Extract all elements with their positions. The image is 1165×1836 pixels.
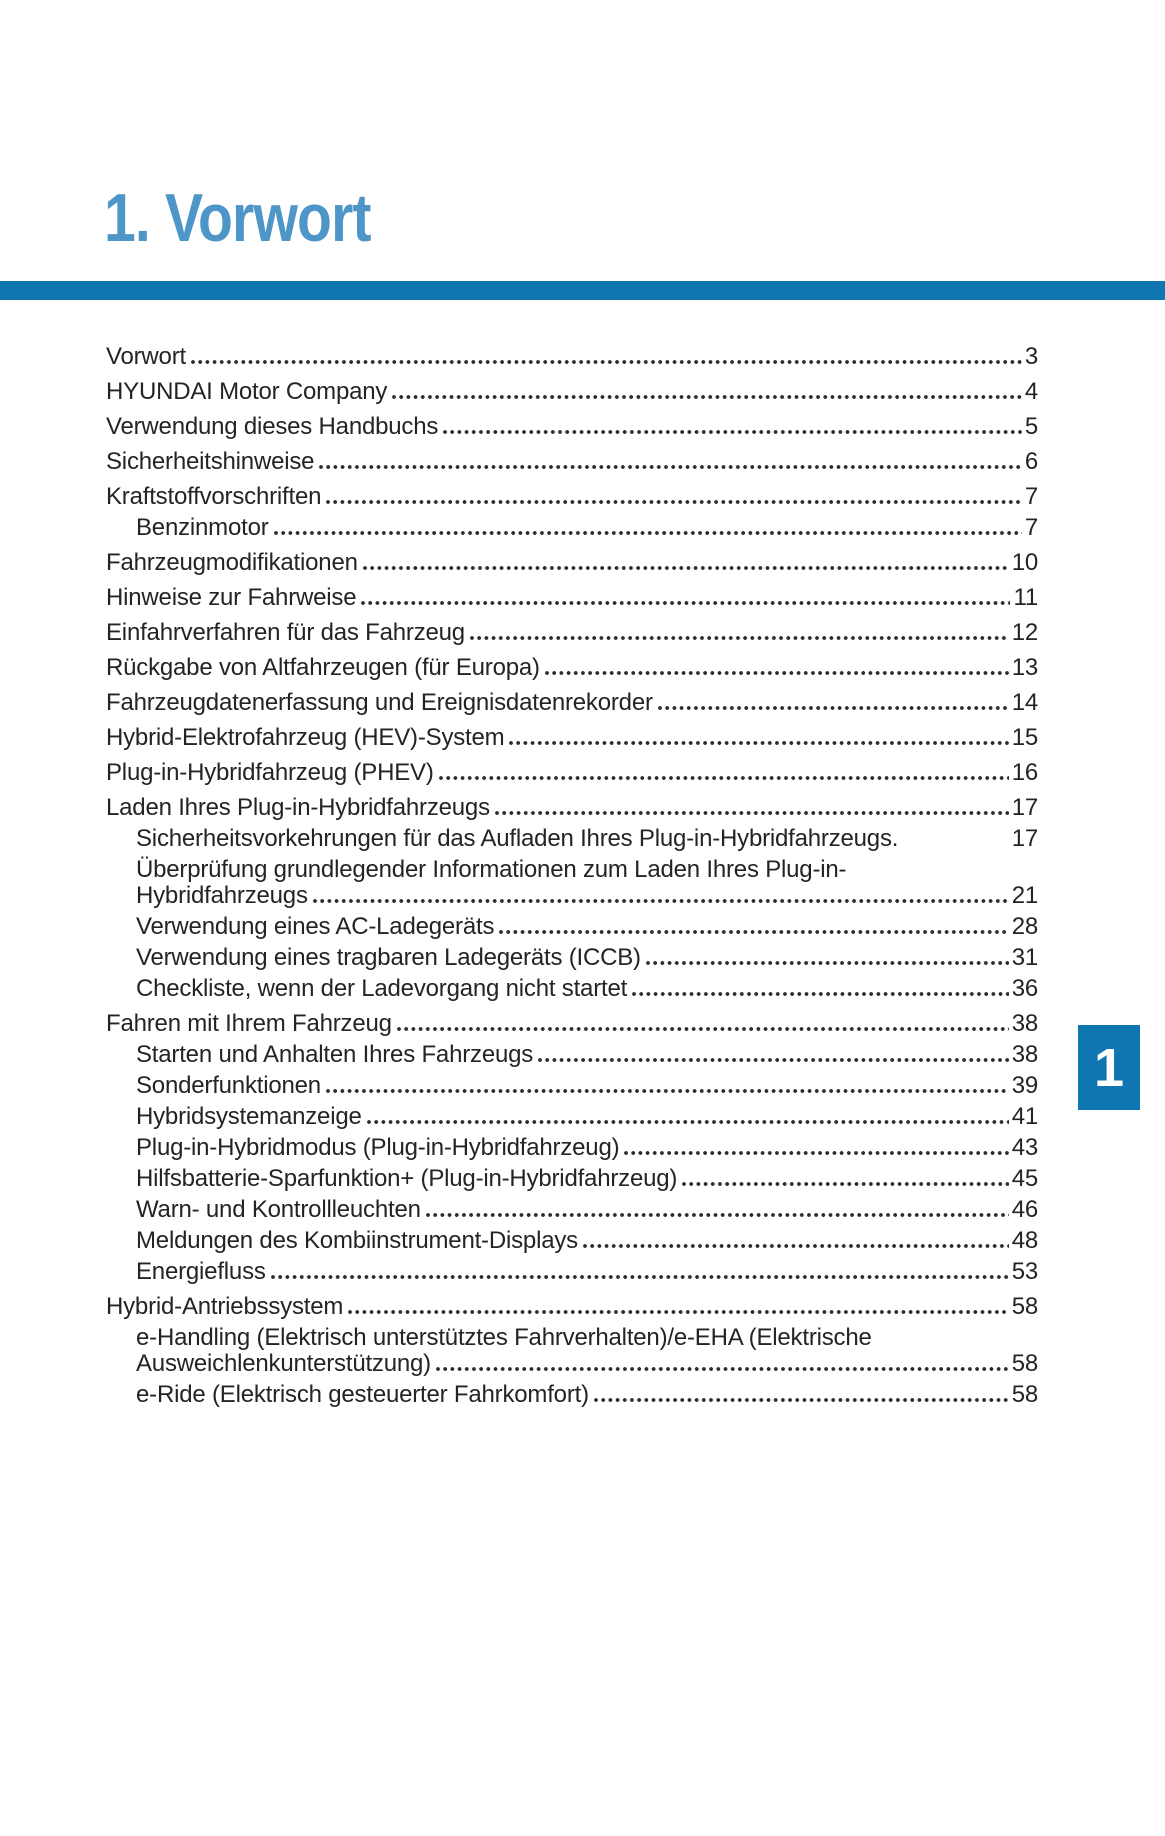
toc-entry-page: 17 — [1011, 825, 1038, 852]
leader-dots — [325, 498, 1022, 506]
chapter-tab-number: 1 — [1093, 1037, 1125, 1098]
toc-entry-label: Checkliste, wenn der Ladevorgang nicht startet — [136, 975, 628, 1002]
leader-dots — [325, 1087, 1009, 1095]
toc-entry-label: Kraftstoffvorschriften — [106, 483, 322, 510]
toc-entry[interactable] — [106, 1135, 1038, 1161]
toc-entry[interactable] — [106, 795, 1038, 821]
toc-entry-label: Fahrzeugmodifikationen — [106, 549, 358, 576]
leader-dots — [645, 959, 1009, 967]
leader-dots — [508, 739, 1008, 747]
toc-entry-label: Hybrid-Antriebssystem — [106, 1293, 344, 1320]
toc-entry-page: 58 — [1011, 1350, 1038, 1377]
toc-entry[interactable] — [106, 1382, 1038, 1408]
toc-entry[interactable] — [106, 883, 1038, 909]
leader-dots — [582, 1242, 1009, 1250]
leader-dots — [312, 897, 1009, 905]
leader-dots — [396, 1025, 1009, 1033]
toc-entry-label: Überprüfung grundlegender Informationen zum Laden Ihres Plug-in- — [136, 856, 847, 883]
toc-entry-label: Hybridfahrzeugs — [136, 882, 308, 909]
toc-entry[interactable] — [106, 690, 1038, 716]
toc-entry-page: 58 — [1011, 1293, 1038, 1320]
leader-dots — [631, 990, 1009, 998]
toc-entry[interactable] — [106, 550, 1038, 576]
toc-entry-page: 5 — [1024, 413, 1038, 440]
toc-entry[interactable] — [106, 976, 1038, 1002]
toc-entry-label: Fahrzeugdatenerfassung und Ereignisdatenrekorder — [106, 689, 653, 716]
toc-entry-label: Vorwort — [106, 343, 186, 370]
toc-entry[interactable] — [106, 760, 1038, 786]
leader-dots — [270, 1273, 1009, 1281]
toc-entry-page: 13 — [1011, 654, 1038, 681]
toc-entry-label: HYUNDAI Motor Company — [106, 378, 388, 405]
toc-list — [106, 344, 1038, 1408]
toc-entry[interactable] — [106, 344, 1038, 370]
leader-dots — [657, 704, 1009, 712]
toc-entry[interactable] — [106, 585, 1038, 611]
toc-entry-page: 36 — [1011, 975, 1038, 1002]
leader-dots — [902, 840, 1008, 848]
toc-entry[interactable] — [106, 484, 1038, 510]
toc-entry-page: 38 — [1011, 1041, 1038, 1068]
toc-entry[interactable] — [106, 1351, 1038, 1377]
toc-entry-page: 15 — [1011, 724, 1038, 751]
toc-entry-label: Verwendung dieses Handbuchs — [106, 413, 439, 440]
toc-entry[interactable] — [106, 1011, 1038, 1037]
toc-entry-page: 11 — [1013, 584, 1038, 611]
toc-entry-page: 48 — [1011, 1227, 1038, 1254]
toc-entry[interactable] — [106, 1228, 1038, 1254]
leader-dots — [391, 393, 1022, 401]
toc-entry-label: Plug-in-Hybridmodus (Plug-in-Hybridfahrzeug) — [136, 1134, 620, 1161]
toc-entry[interactable] — [106, 914, 1038, 940]
toc-entry-label: e-Ride (Elektrisch gesteuerter Fahrkomfort) — [136, 1381, 589, 1408]
leader-dots — [273, 529, 1022, 537]
toc-entry-page: 7 — [1024, 483, 1038, 510]
section-divider-bar — [0, 281, 1165, 300]
toc-entry[interactable] — [106, 655, 1038, 681]
toc-entry[interactable] — [106, 515, 1038, 541]
toc-entry-page: 45 — [1011, 1165, 1038, 1192]
toc-entry-label: Hybridsystemanzeige — [136, 1103, 362, 1130]
toc-entry-page: 17 — [1011, 794, 1038, 821]
leader-dots — [362, 564, 1009, 572]
leader-dots — [347, 1308, 1009, 1316]
leader-dots — [469, 634, 1009, 642]
leader-dots — [442, 428, 1022, 436]
toc-entry-page: 43 — [1011, 1134, 1038, 1161]
toc-entry-page: 41 — [1011, 1103, 1038, 1130]
leader-dots — [438, 774, 1009, 782]
toc-entry[interactable] — [106, 379, 1038, 405]
toc-entry-label: Warn- und Kontrollleuchten — [136, 1196, 421, 1223]
toc-entry-label: Benzinmotor — [136, 514, 269, 541]
toc-entry[interactable] — [106, 414, 1038, 440]
leader-dots — [366, 1118, 1009, 1126]
leader-dots — [435, 1365, 1009, 1373]
page-title: 1. Vorwort — [104, 180, 371, 256]
toc-entry-page: 28 — [1011, 913, 1038, 940]
toc-entry[interactable] — [106, 1197, 1038, 1223]
toc-entry-page: 6 — [1024, 448, 1038, 475]
toc-entry[interactable] — [106, 1259, 1038, 1285]
toc-entry-label: Verwendung eines tragbaren Ladegeräts (ICCB) — [136, 944, 641, 971]
chapter-tab — [1078, 1025, 1140, 1110]
toc-entry-label: Laden Ihres Plug-in-Hybridfahrzeugs — [106, 794, 490, 821]
toc-entry-label: Hybrid-Elektrofahrzeug (HEV)-System — [106, 724, 505, 751]
leader-dots — [537, 1056, 1009, 1064]
toc-entry[interactable] — [106, 1104, 1038, 1130]
toc-entry[interactable] — [106, 826, 1038, 852]
leader-dots — [544, 669, 1009, 677]
toc-entry-label: Fahren mit Ihrem Fahrzeug — [106, 1010, 392, 1037]
leader-dots — [318, 463, 1022, 471]
toc-entry-label: Rückgabe von Altfahrzeugen (für Europa) — [106, 654, 540, 681]
toc-entry-label: Starten und Anhalten Ihres Fahrzeugs — [136, 1041, 534, 1068]
toc-entry[interactable] — [106, 449, 1038, 475]
toc-entry-label: e-Handling (Elektrisch unterstütztes Fahrverhalten)/e-EHA (Elektrische — [136, 1324, 872, 1351]
leader-dots — [593, 1396, 1009, 1404]
toc-entry-label: Ausweichlenkunterstützung) — [136, 1350, 431, 1377]
toc-entry-label: Meldungen des Kombiinstrument-Displays — [136, 1227, 578, 1254]
toc-entry-label: Verwendung eines AC-Ladegeräts — [136, 913, 495, 940]
toc-entry-page: 10 — [1011, 549, 1038, 576]
toc-entry-page: 58 — [1011, 1381, 1038, 1408]
toc-entry-label: Hinweise zur Fahrweise — [106, 584, 357, 611]
toc-entry-page: 7 — [1024, 514, 1038, 541]
toc-entry-label: Hilfsbatterie-Sparfunktion+ (Plug-in-Hybridfahrzeug) — [136, 1165, 678, 1192]
toc-entry-page: 38 — [1011, 1010, 1038, 1037]
toc-entry-page: 39 — [1011, 1072, 1038, 1099]
toc-entry-page: 3 — [1024, 343, 1038, 370]
toc-entry[interactable] — [106, 620, 1038, 646]
toc-entry[interactable] — [106, 1325, 1038, 1351]
toc-entry-page: 21 — [1011, 882, 1038, 909]
leader-dots — [190, 358, 1022, 366]
leader-dots — [494, 809, 1009, 817]
toc-entry[interactable] — [106, 1294, 1038, 1320]
toc-entry-page: 46 — [1011, 1196, 1038, 1223]
toc-entry-label: Plug-in-Hybridfahrzeug (PHEV) — [106, 759, 434, 786]
toc-entry-label: Sicherheitshinweise — [106, 448, 315, 475]
toc-entry-page: 31 — [1011, 944, 1038, 971]
toc-entry[interactable] — [106, 857, 1038, 883]
toc-entry-page: 53 — [1011, 1258, 1038, 1285]
toc-entry[interactable] — [106, 945, 1038, 971]
toc-entry[interactable] — [106, 1166, 1038, 1192]
toc-entry-page: 16 — [1011, 759, 1038, 786]
leader-dots — [681, 1180, 1009, 1188]
toc-entry-label: Energiefluss — [136, 1258, 266, 1285]
toc-entry[interactable] — [106, 725, 1038, 751]
toc-entry-page: 12 — [1011, 619, 1038, 646]
leader-dots — [623, 1149, 1008, 1157]
leader-dots — [425, 1211, 1009, 1219]
toc-entry-page: 4 — [1024, 378, 1038, 405]
toc-entry[interactable] — [106, 1042, 1038, 1068]
leader-dots — [360, 599, 1010, 607]
leader-dots — [498, 928, 1008, 936]
toc-entry-page: 14 — [1011, 689, 1038, 716]
toc-entry-label: Sonderfunktionen — [136, 1072, 321, 1099]
toc-entry-label: Sicherheitsvorkehrungen für das Aufladen Ihres Plug-in-Hybridfahrzeugs. — [136, 825, 899, 852]
toc-entry-label: Einfahrverfahren für das Fahrzeug — [106, 619, 465, 646]
toc-entry[interactable] — [106, 1073, 1038, 1099]
